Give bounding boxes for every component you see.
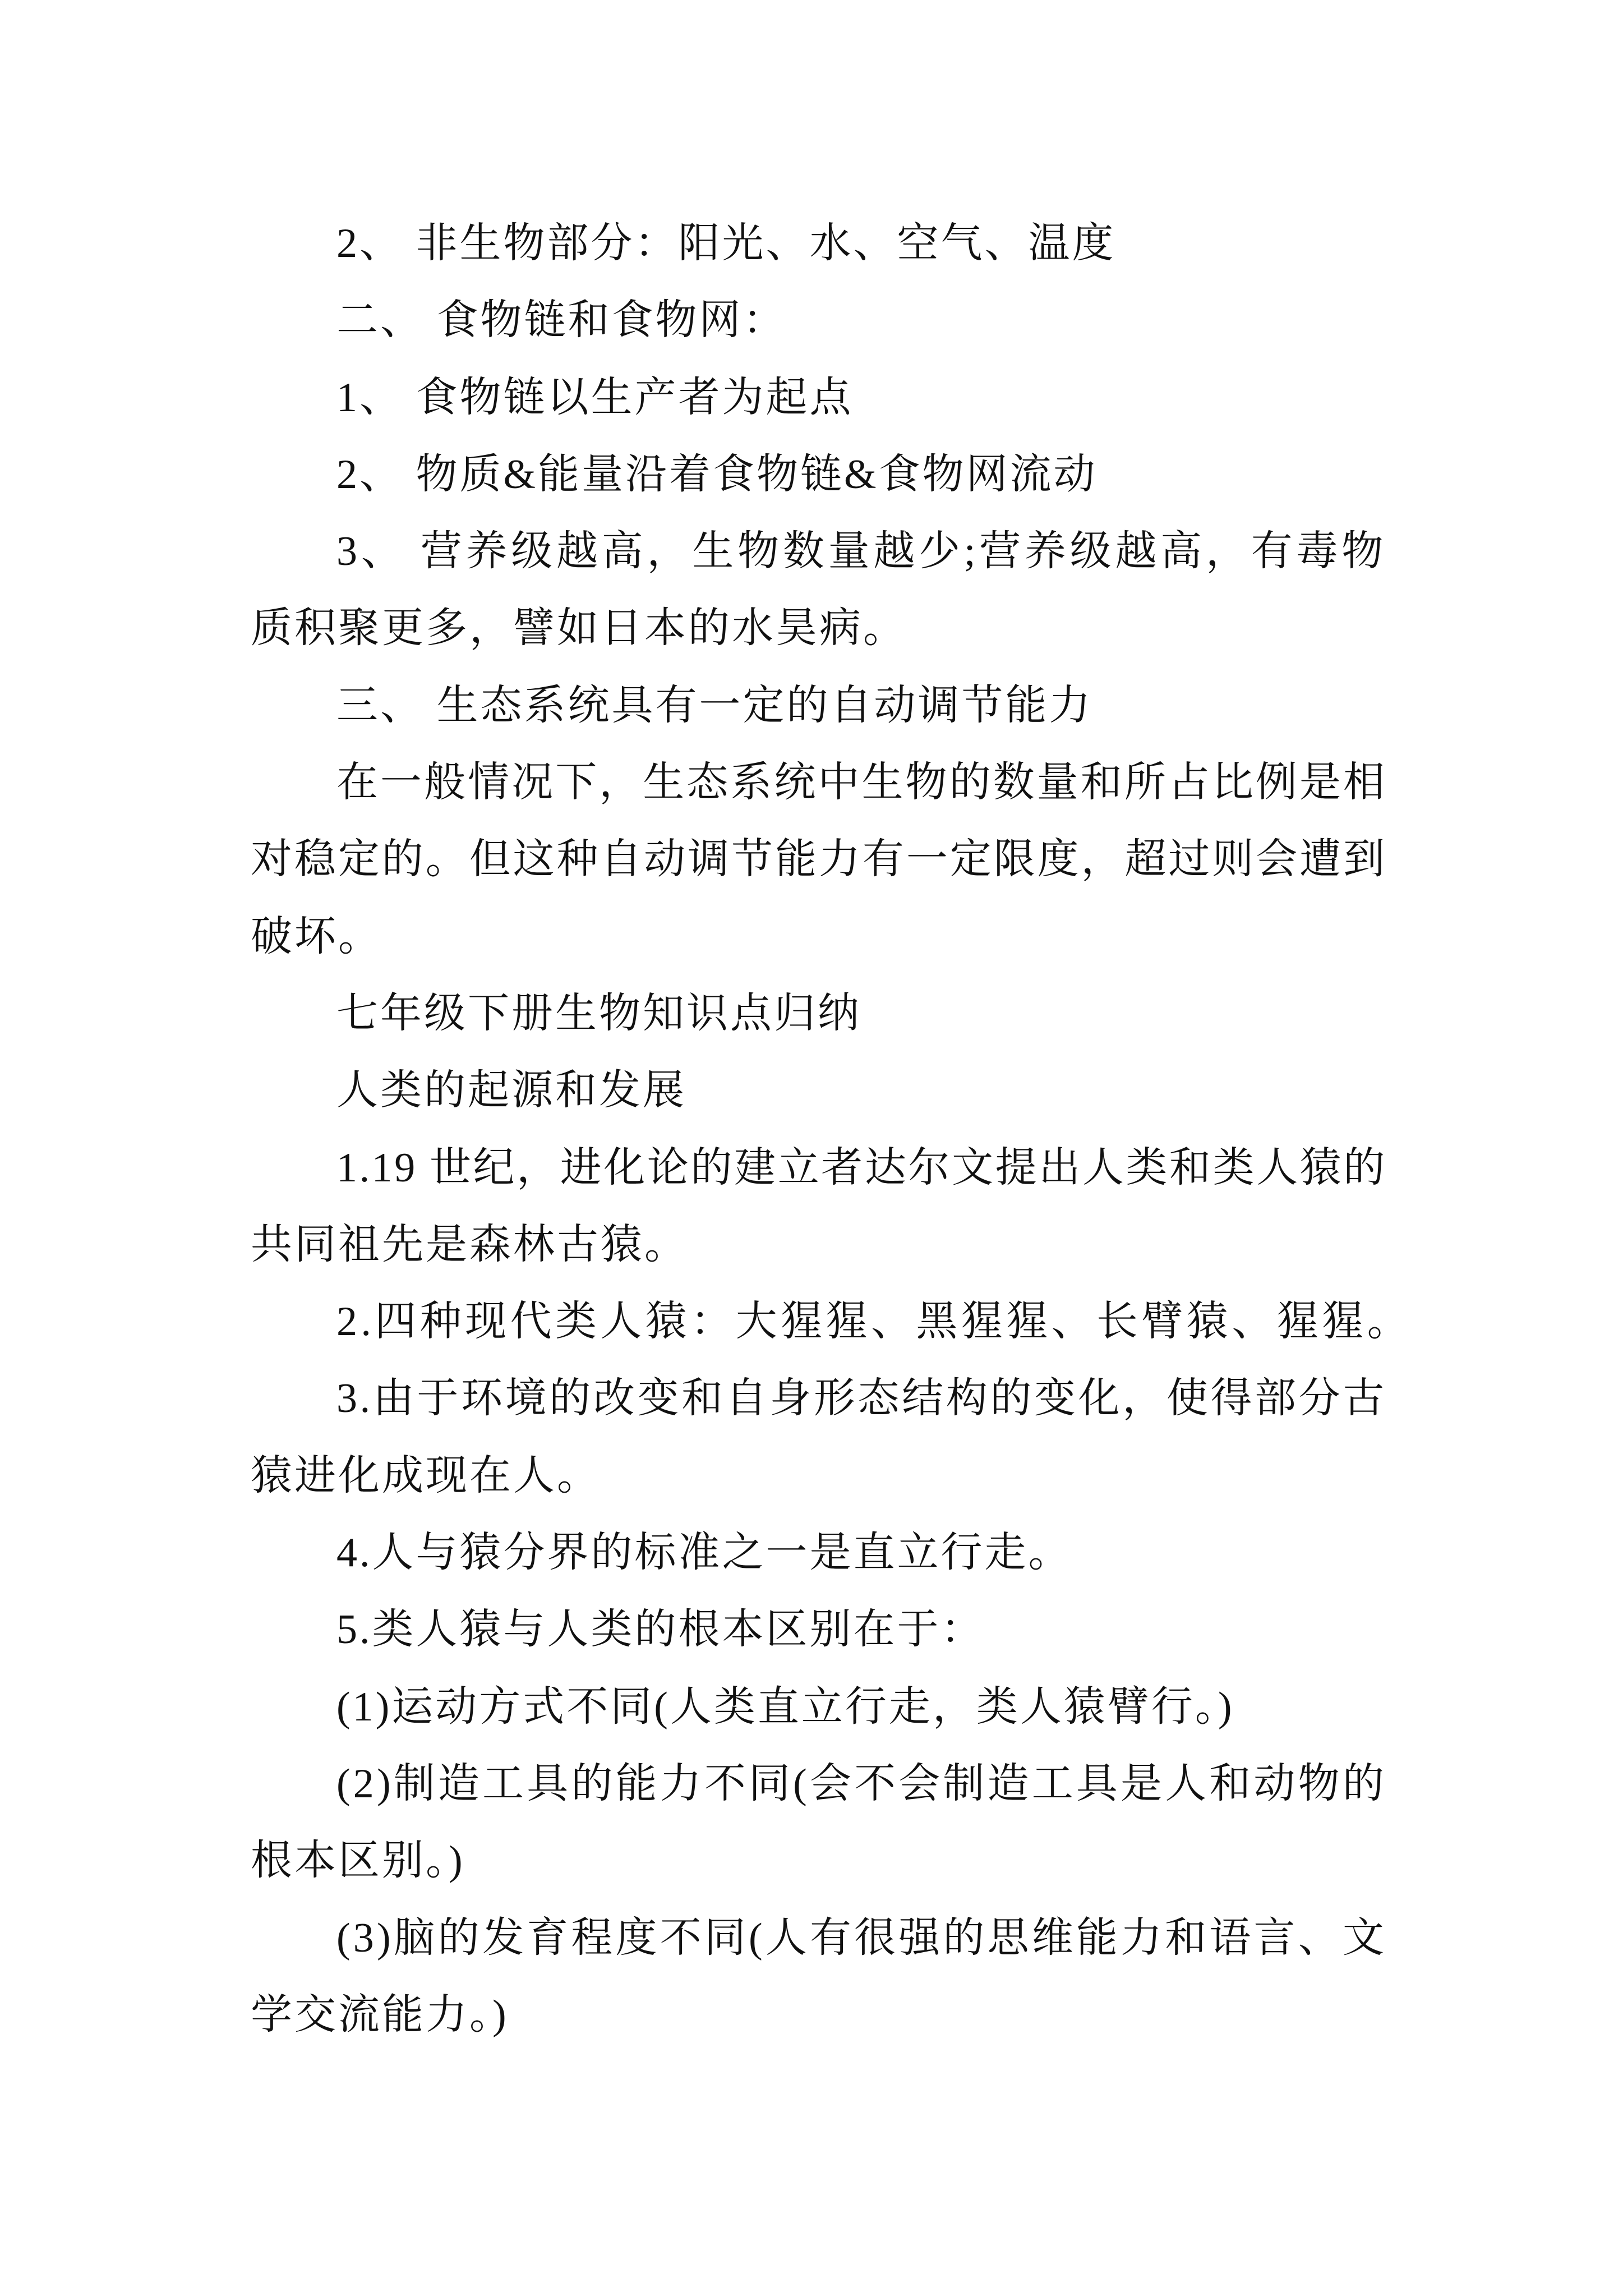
item-nonliving-components <box>0 205 1623 282</box>
text-line: (3)脑的发育程度不同(人有很强的思维能力和语言、文 <box>336 1915 1387 1961</box>
section-heading-food-chain <box>0 282 1623 359</box>
text-line: 在一般情况下，生态系统中生物的数量和所占比例是相 <box>336 760 1387 806</box>
text-line: 二、 食物链和食物网： <box>336 297 787 344</box>
text-line: 2、 物质&能量沿着食物链&食物网流动 <box>336 451 1098 498</box>
text-line: 学交流能力。) <box>251 1991 509 2038</box>
text-line: 猿进化成现在人。 <box>251 1452 601 1499</box>
section-title-grade7-biology <box>0 976 1623 1052</box>
text-line: 3.由于环境的改变和自身形态结构的变化，使得部分古 <box>336 1375 1387 1422</box>
text-line: 4.人与猿分界的标准之一是直立行走。 <box>336 1530 1072 1576</box>
text-line: 七年级下册生物知识点归纳 <box>336 990 861 1037</box>
text-line: 破坏。 <box>251 913 382 960</box>
item-modern-apes <box>0 1283 1623 1360</box>
subitem-tool-making <box>0 1746 1623 1900</box>
text-line: 质积聚更多，譬如日本的水昊病。 <box>251 605 907 652</box>
subitem-brain-development <box>0 1900 1623 2054</box>
subitem-locomotion <box>0 1669 1623 1746</box>
text-line: 2、 非生物部分：阳光、水、空气、温度 <box>336 220 1116 266</box>
item-food-chain-start <box>0 360 1623 436</box>
item-ape-evolution <box>0 1360 1623 1515</box>
item-trophic-level <box>0 513 1623 668</box>
text-line: 1.19 世纪，进化论的建立者达尔文提出人类和类人猿的 <box>336 1144 1387 1191</box>
document-body <box>0 205 1623 2054</box>
text-line: 3、 营养级越高，生物数量越少;营养级越高，有毒物 <box>336 528 1387 575</box>
section-heading-self-regulation <box>0 668 1623 744</box>
item-energy-flow <box>0 436 1623 513</box>
text-line: 三、 生态系统具有一定的自动调节能力 <box>336 682 1093 729</box>
text-line: 1、 食物链以生产者为起点 <box>336 374 854 421</box>
item-fundamental-differences <box>0 1591 1623 1668</box>
text-line: 根本区别。) <box>251 1838 465 1884</box>
section-heading-human-origin <box>0 1052 1623 1129</box>
item-upright-walking <box>0 1515 1623 1591</box>
text-line: 共同祖先是森林古猿。 <box>251 1221 688 1268</box>
item-darwin <box>0 1130 1623 1284</box>
text-line: 对稳定的。但这种自动调节能力有一定限度，超过则会遭到 <box>251 836 1387 883</box>
text-line: 人类的起源和发展 <box>336 1068 686 1114</box>
paragraph-self-regulation <box>0 744 1623 976</box>
text-line: 2.四种现代类人猿：大猩猩、黑猩猩、长臂猿、猩猩。 <box>336 1299 1412 1345</box>
text-line: 5.类人猿与人类的根本区别在于： <box>336 1607 985 1653</box>
text-line: (2)制造工具的能力不同(会不会制造工具是人和动物的 <box>336 1760 1387 1807</box>
text-line: (1)运动方式不同(人类直立行走，类人猿臂行。) <box>336 1683 1234 1730</box>
